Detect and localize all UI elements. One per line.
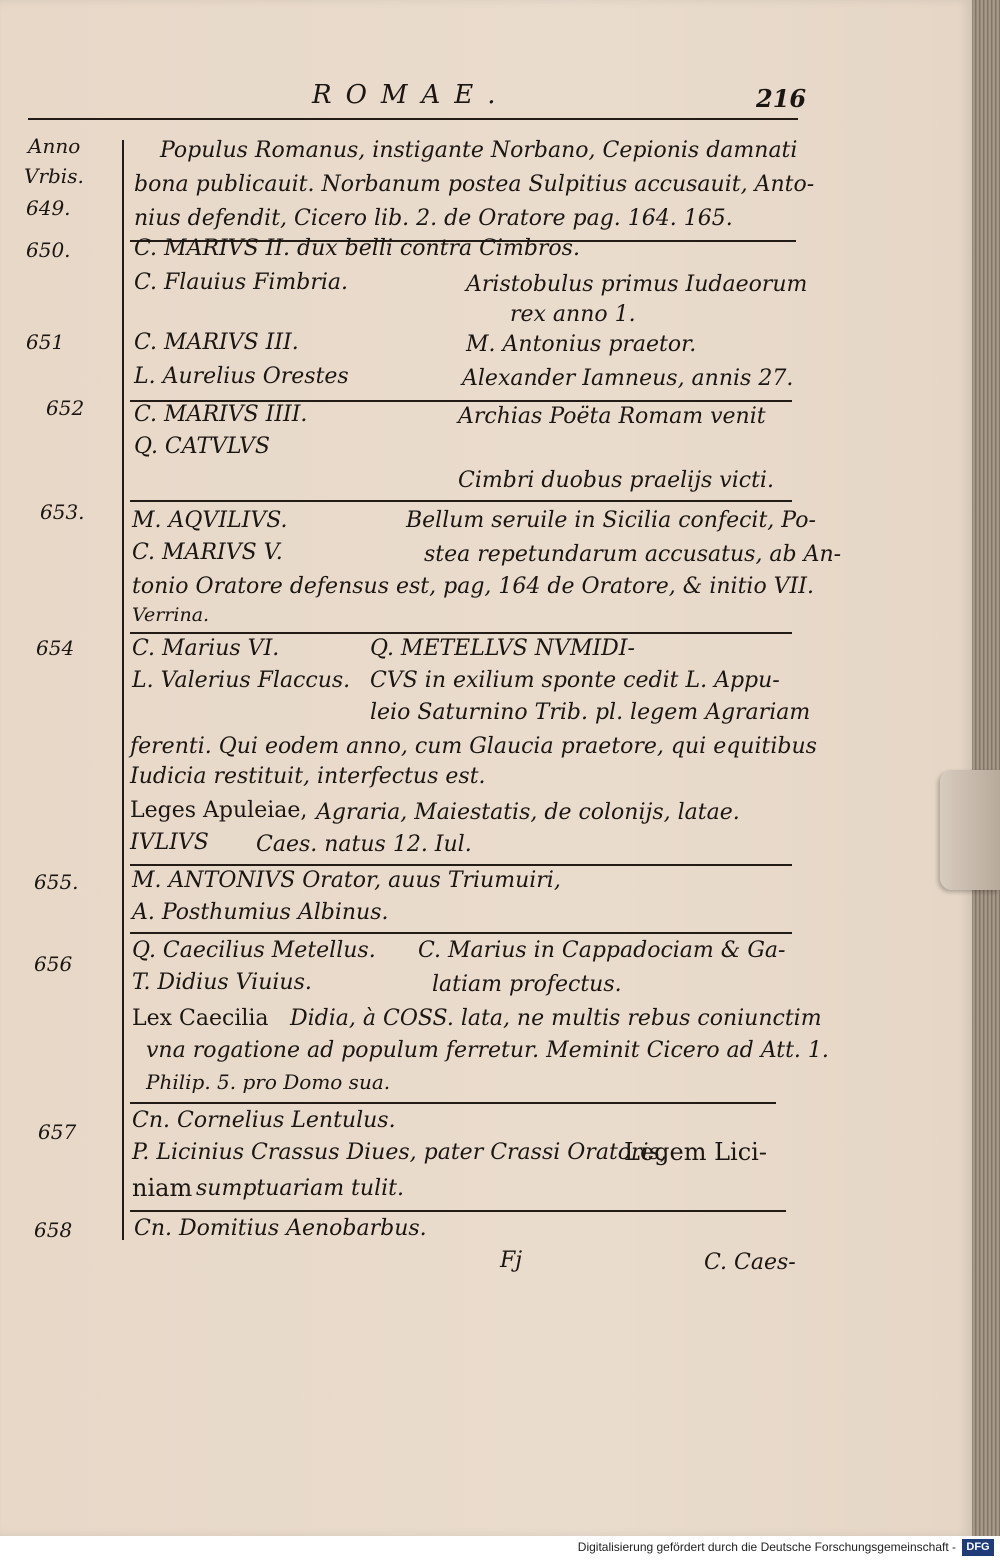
entry-line: C. MARIVS III. [134,330,299,355]
entry-line: Philip. 5. pro Domo sua. [146,1070,391,1094]
entry-line: CVS in exilium sponte cedit L. Appu- [370,668,780,693]
entry-line: Archias Poëta Romam venit [458,404,766,429]
entry-line: Q. CATVLVS [134,434,270,459]
entry-line: C. Marius VI. [132,636,280,661]
year-label: 658 [34,1218,73,1242]
entry-line: IVLIVS [130,830,209,855]
year-label: 649. [26,196,71,220]
row-rule [130,632,792,634]
year-label: 657 [38,1120,77,1144]
row-rule [130,500,792,502]
margin-urbis: Vrbis. [24,164,84,188]
entry-line: Populus Romanus, instigante Norbano, Cepionis damnati [160,138,798,163]
catchword: C. Caes- [704,1250,796,1275]
entry-line: bona publicauit. Norbanum postea Sulpitius accusauit, Anto- [134,172,815,197]
entry-line: Iudicia restituit, interfectus est. [130,764,486,789]
entry-line: Cn. Domitius Aenobarbus. [134,1216,427,1241]
signature-mark: Fj [500,1248,523,1273]
entry-line: C. MARIVS IIII. [134,402,308,427]
entry-line: M. Antonius praetor. [466,332,697,357]
row-rule [130,1210,786,1212]
entry-line: Q. METELLVS NVMIDI- [370,636,635,661]
entry-line: Verrina. [132,604,210,626]
footer-credit: Digitalisierung gefördert durch die Deutsche Forschungsgemeinschaft - [577,1540,956,1554]
header-rule [28,118,798,120]
entry-line: Q. Caecilius Metellus. [132,938,376,963]
page-edges [972,0,1000,1536]
year-label: 651 [26,330,65,354]
entry-line: M. ANTONIVS Orator, auus Triumuiri, [132,868,561,893]
margin-anno: Anno [28,134,81,158]
entry-line: L. Valerius Flaccus. [132,668,351,693]
entry-line: C. Flauius Fimbria. [134,270,349,295]
entry-line: C. MARIVS V. [132,540,283,565]
row-rule [130,1102,776,1104]
entry-line: Cimbri duobus praelijs victi. [458,468,774,493]
entry-line: Legem Lici- [624,1138,767,1166]
book-clip [940,770,1000,890]
row-rule [130,864,792,866]
entry-line: Didia, à COSS. lata, ne multis rebus coniunctim [290,1006,822,1031]
entry-line: niam [132,1174,193,1202]
entry-line: C. Marius in Cappadociam & Ga- [418,938,786,963]
entry-line: nius defendit, Cicero lib. 2. de Oratore pag. 164. 165. [134,206,733,231]
entry-line: Cn. Cornelius Lentulus. [132,1108,396,1133]
entry-line: leio Saturnino Trib. pl. legem Agrariam [370,700,811,725]
entry-line: stea repetundarum accusatus, ab An- [424,542,842,567]
entry-line: L. Aurelius Orestes [134,364,349,389]
page-number: 216 [756,84,807,113]
year-label: 655. [34,870,79,894]
entry-line: Caes. natus 12. Iul. [256,832,472,857]
entry-line: A. Posthumius Albinus. [132,900,389,925]
entry-line: sumptuariam tulit. [196,1176,404,1201]
year-label: 653. [40,500,85,524]
year-label: 656 [34,952,73,976]
column-rule [122,140,124,1240]
entry-line: Bellum seruile in Sicilia confecit, Po- [406,508,816,533]
entry-line: T. Didius Viuius. [132,970,312,995]
row-rule [130,932,792,934]
year-label: 654 [36,636,75,660]
entry-line: C. MARIVS II. dux belli contra Cimbros. [134,236,580,261]
entry-line: vna rogatione ad populum ferretur. Meminit Cicero ad Att. 1. [146,1038,829,1063]
year-label: 650. [26,238,71,262]
footer-bar [0,1536,1000,1560]
dfg-logo: DFG [962,1539,994,1556]
entry-line: latiam profectus. [432,972,622,997]
entry-line: Alexander Iamneus, annis 27. [462,366,794,391]
entry-line: M. AQVILIVS. [132,508,288,533]
entry-line: Leges Apuleiae, [130,798,308,823]
entry-line: Aristobulus primus Iudaeorum [466,272,808,297]
entry-line: Lex Caecilia [132,1006,269,1031]
entry-line: P. Licinius Crassus Diues, pater Crassi Oratoris, [132,1140,667,1165]
running-head: ROMAE. [312,80,510,110]
entry-line: Agraria, Maiestatis, de colonijs, latae. [316,800,740,825]
entry-line: ferenti. Qui eodem anno, cum Glaucia praetore, qui equitibus [130,734,817,759]
year-label: 652 [46,396,85,420]
entry-line: tonio Oratore defensus est, pag, 164 de Oratore, & initio VII. [132,574,814,599]
entry-line: rex anno 1. [510,302,636,327]
